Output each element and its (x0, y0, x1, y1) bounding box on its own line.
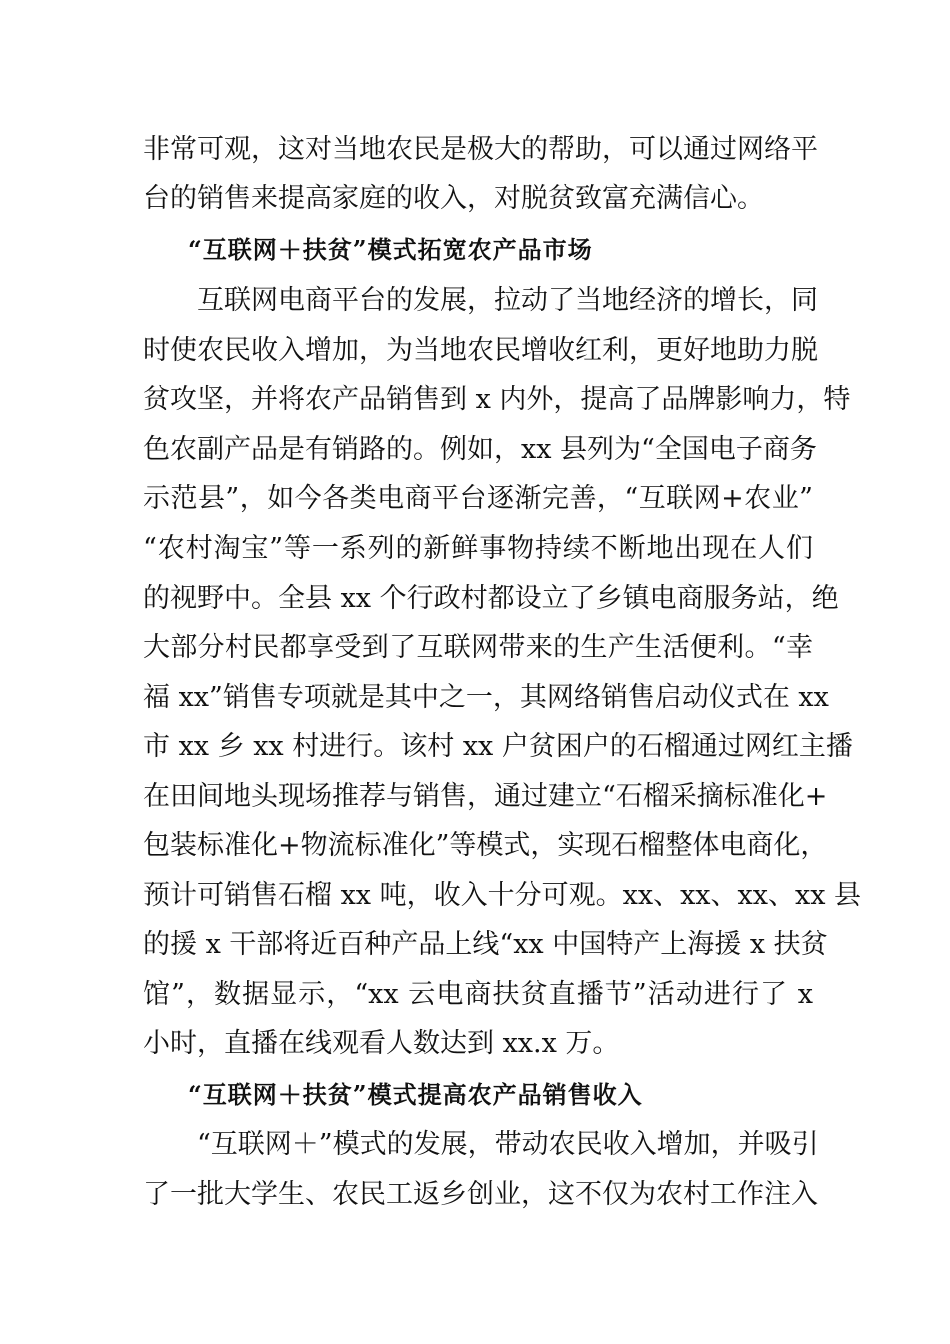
paragraph-line: 福 xx”销售专项就是其中之一，其网络销售启动仪式在 xx (143, 682, 829, 713)
paragraph-line: 预计可销售石榴 xx 吨，收入十分可观。xx、xx、xx、xx 县 (143, 880, 862, 911)
paragraph-line: 非常可观，这对当地农民是极大的帮助，可以通过网络平 (143, 134, 818, 165)
paragraph-line: 贫攻坚，并将农产品销售到 x 内外，提高了品牌影响力，特 (143, 384, 851, 415)
paragraph-line: 大部分村民都享受到了互联网带来的生产生活便利。“幸 (143, 632, 813, 663)
paragraph-line: 了一批大学生、农民工返乡创业，这不仅为农村工作注入 (143, 1179, 818, 1210)
paragraph-line: 的视野中。全县 xx 个行政村都设立了乡镇电商服务站，绝 (143, 583, 839, 614)
paragraph-line: 在田间地头现场推荐与销售，通过建立“石榴采摘标准化+ (143, 781, 828, 812)
paragraph-line: 小时，直播在线观看人数达到 xx.x 万。 (143, 1028, 620, 1059)
paragraph-line: 时使农民收入增加，为当地农民增收红利，更好地助力脱 (143, 335, 818, 366)
paragraph-line: 示范县”，如今各类电商平台逐渐完善，“互联网+农业” (143, 483, 813, 514)
paragraph-line: 台的销售来提高家庭的收入，对脱贫致富充满信心。 (143, 183, 764, 214)
section-heading: “互联网＋扶贫”模式拓宽农产品市场 (188, 235, 593, 264)
paragraph-line: 色农副产品是有销路的。例如，xx 县列为“全国电子商务 (143, 434, 817, 465)
paragraph-line: “农村淘宝”等一系列的新鲜事物持续不断地出现在人们 (143, 533, 813, 564)
section-heading: “互联网＋扶贫”模式提高农产品销售收入 (188, 1080, 643, 1109)
paragraph-line: 互联网电商平台的发展，拉动了当地经济的增长，同 (197, 285, 818, 316)
paragraph-line: 的援 x 干部将近百种产品上线“xx 中国特产上海援 x 扶贫 (143, 929, 828, 960)
paragraph-line: 包装标准化+物流标准化”等模式，实现石榴整体电商化， (143, 830, 828, 861)
paragraph-line: 市 xx 乡 xx 村进行。该村 xx 户贫困户的石榴通过网红主播 (143, 731, 853, 762)
paragraph-line: “互联网＋”模式的发展，带动农民收入增加，并吸引 (197, 1129, 819, 1160)
paragraph-line: 馆”，数据显示，“xx 云电商扶贫直播节”活动进行了 x (143, 979, 813, 1010)
